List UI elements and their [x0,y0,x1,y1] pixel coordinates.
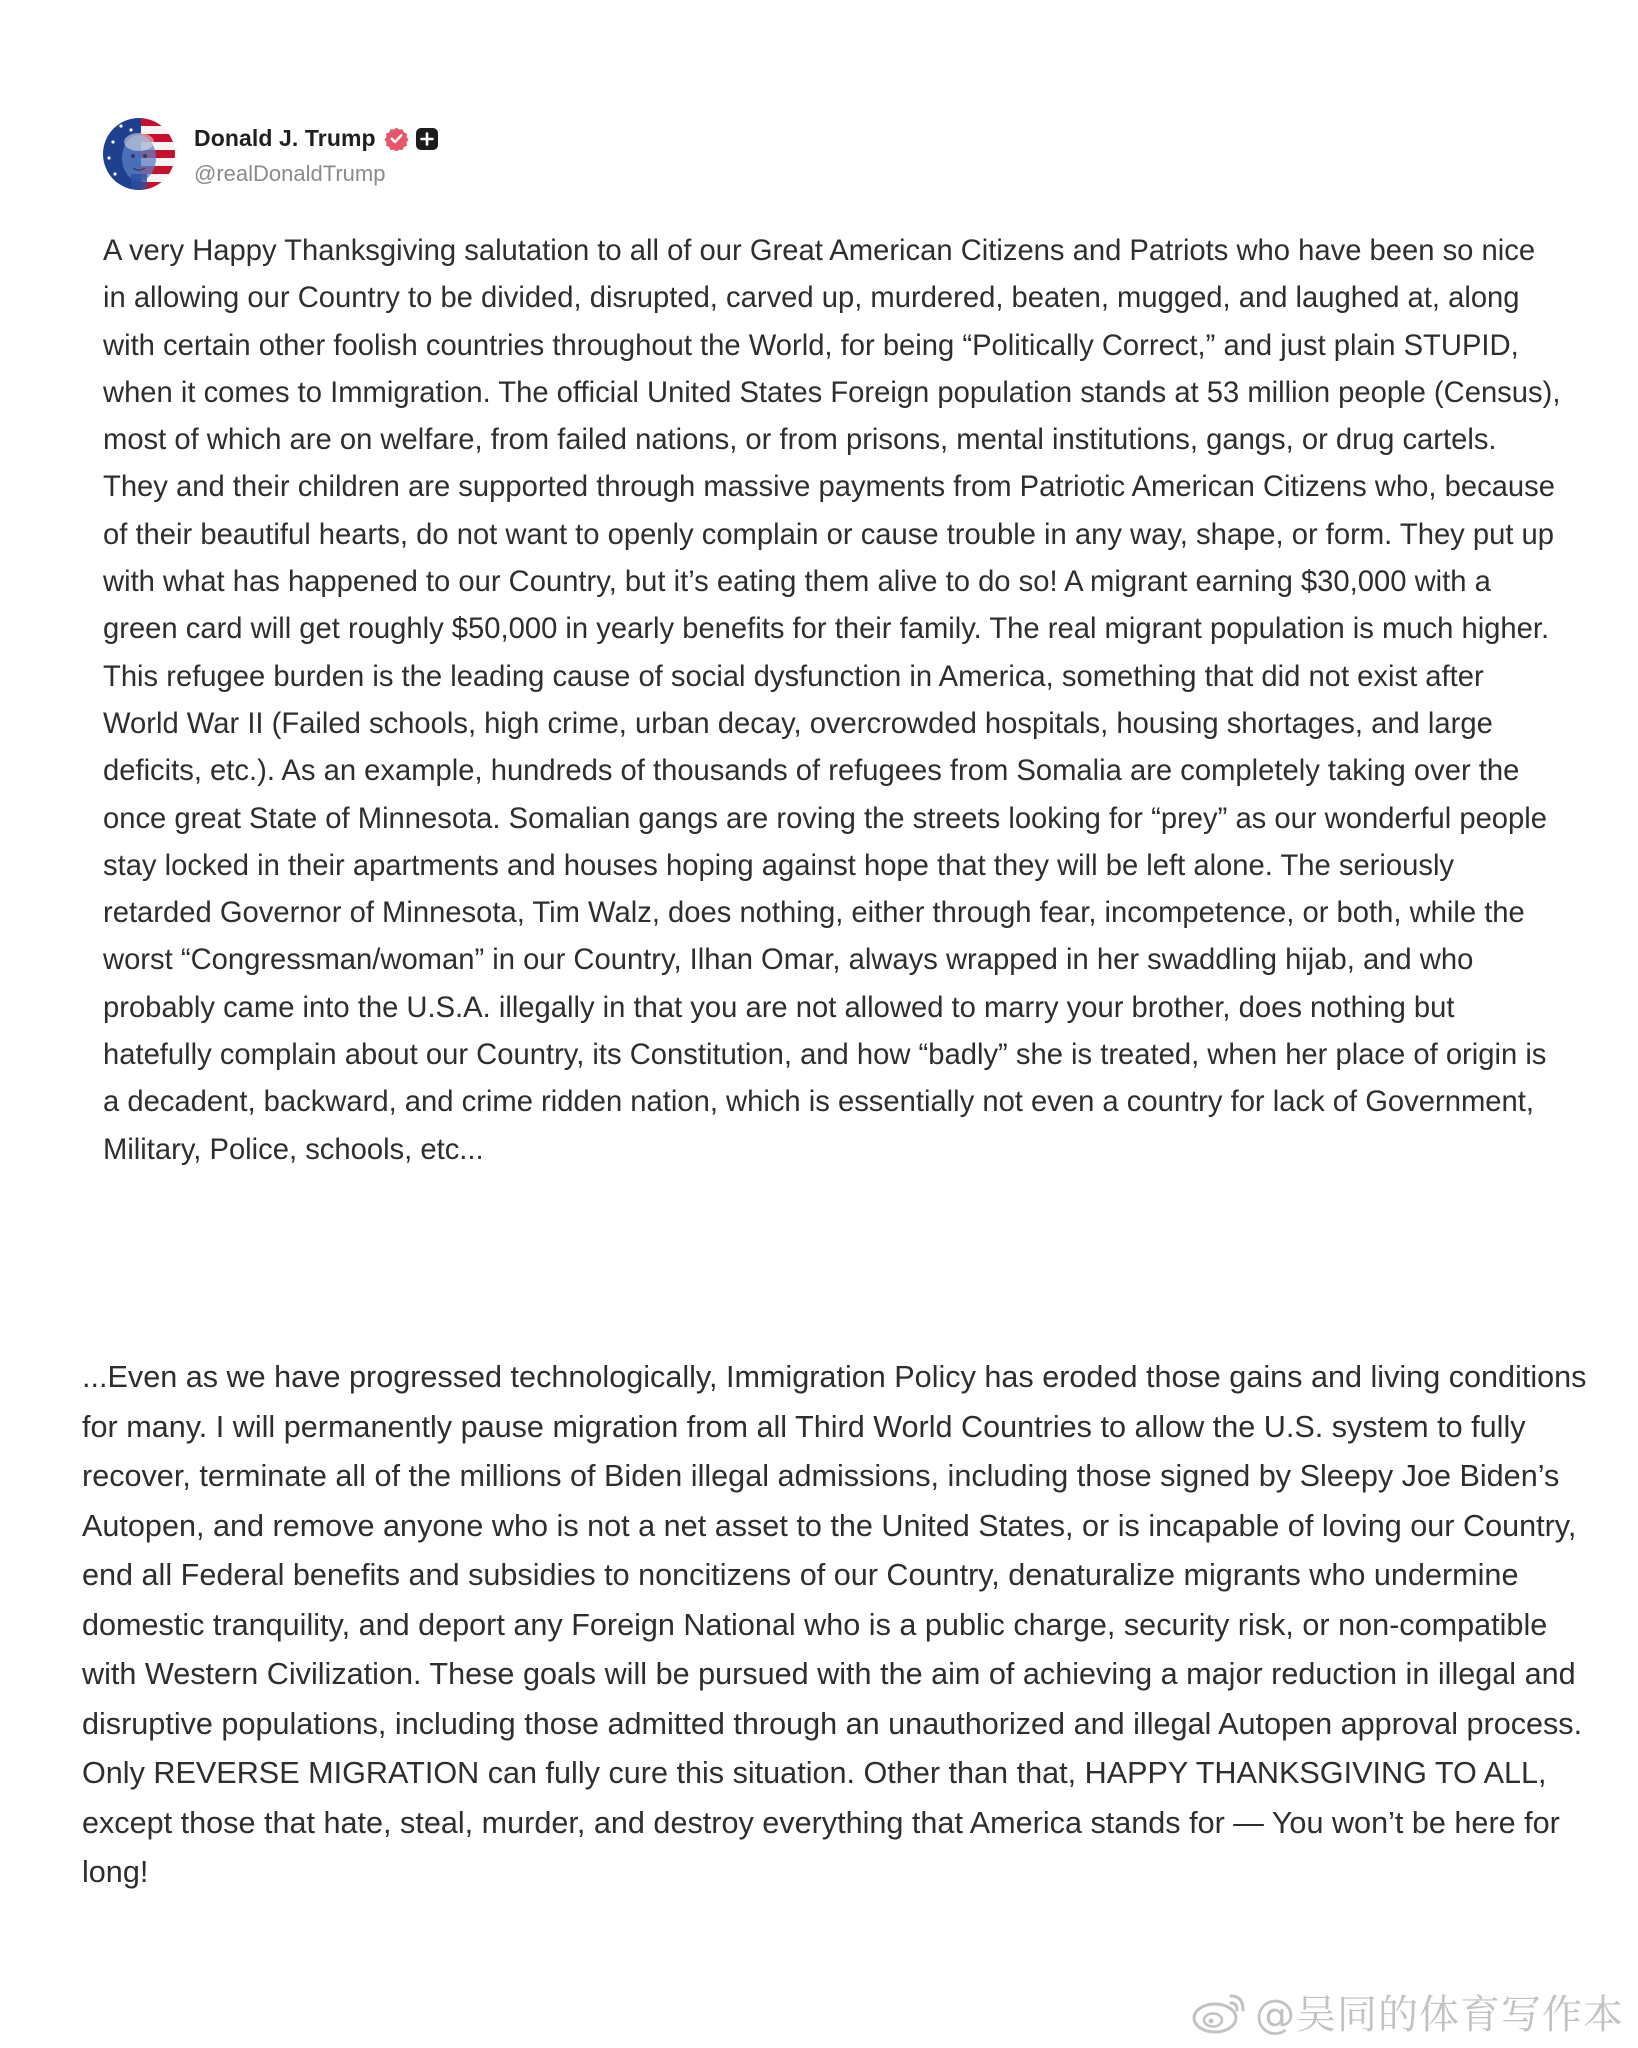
weibo-logo-icon [1191,1988,1249,2036]
post-body-paragraph: A very Happy Thanksgiving salutation to all of our Great American Citizens and Patriots who have been so nice in allowing our Country to be divided, disrupted, carved up, murdered, beaten, mugged, and laughed at, along with certain other foolish countries throughout the World, for being “Politically Correct,” and just plain STUPID, when it comes to Immigration. The official United States Foreign population stands at 53 million people (Census), most of which are on welfare, from failed nations, or from prisons, mental institutions, gangs, or drug cartels. They and their children are supported through massive payments from Patriotic American Citizens who, because of their beautiful hearts, do not want to openly complain or cause trouble in any way, shape, or form. They put up with what has happened to our Country, but it’s eating them alive to do so! A migrant earning $30,000 with a green card will get roughly $50,000 in yearly benefits for their family. The real migrant population is much higher. This refugee burden is the leading cause of social dysfunction in America, something that did not exist after World War II (Failed schools, high crime, urban decay, overcrowded hospitals, housing shortages, and large deficits, etc.). As an example, hundreds of thousands of refugees from Somalia are completely taking over the once great State of Minnesota. Somalian gangs are roving the streets looking for “prey” as our wonderful people stay locked in their apartments and houses hoping against hope that they will be left alone. The seriously retarded Governor of Minnesota, Tim Walz, does nothing, either through fear, incompetence, or both, while the worst “Congressman/woman” in our Country, Ilhan Omar, always wrapped in her swaddling hijab, and who probably came into the U.S.A. illegally in that you are not allowed to marry your brother, does nothing but hatefully complain about our Country, its Constitution, and how “badly” she is treated, when her place of origin is a decadent, backward, and crime ridden nation, which is essentially not even a country for lack of Government, Military, Police, schools, etc... [103,235,1561,1166]
plus-badge-icon [415,127,439,151]
watermark [1191,1983,1624,2040]
flag-portrait-avatar-icon [103,118,175,190]
post-header [103,118,439,190]
author-info [194,122,439,187]
watermark-text: @吴同的体育写作本 [1255,1992,1624,2038]
verified-badge-icon [384,126,409,151]
author-display-name[interactable]: Donald J. Trump [194,125,376,151]
post-continuation-paragraph: ...Even as we have progressed technologically, Immigration Policy has eroded those gains and living conditions for many. I will permanently pause migration from all Third World Countries to allow the U.S. system to fully recover, terminate all of the millions of Biden illegal admissions, including those signed by Sleepy Joe Biden’s Autopen, and remove anyone who is not a net asset to the United States, or is incapable of loving our Country, end all Federal benefits and subsidies to noncitizens of our Country, denaturalize migrants who undermine domestic tranquility, and deport any Foreign National who is a public charge, security risk, or non-compatible with Western Civilization. These goals will be pursued with the aim of achieving a major reduction in illegal and disruptive populations, including those admitted through an unauthorized and illegal Autopen approval process. Only REVERSE MIGRATION can fully cure this situation. Other than that, HAPPY THANKSGIVING TO ALL, except those that hate, steal, murder, and destroy everything that America stands for — You won’t be here for long! [82,1360,1587,1889]
author-handle[interactable]: @realDonaldTrump [194,160,386,186]
author-name-row [194,122,439,156]
avatar[interactable] [103,118,175,190]
